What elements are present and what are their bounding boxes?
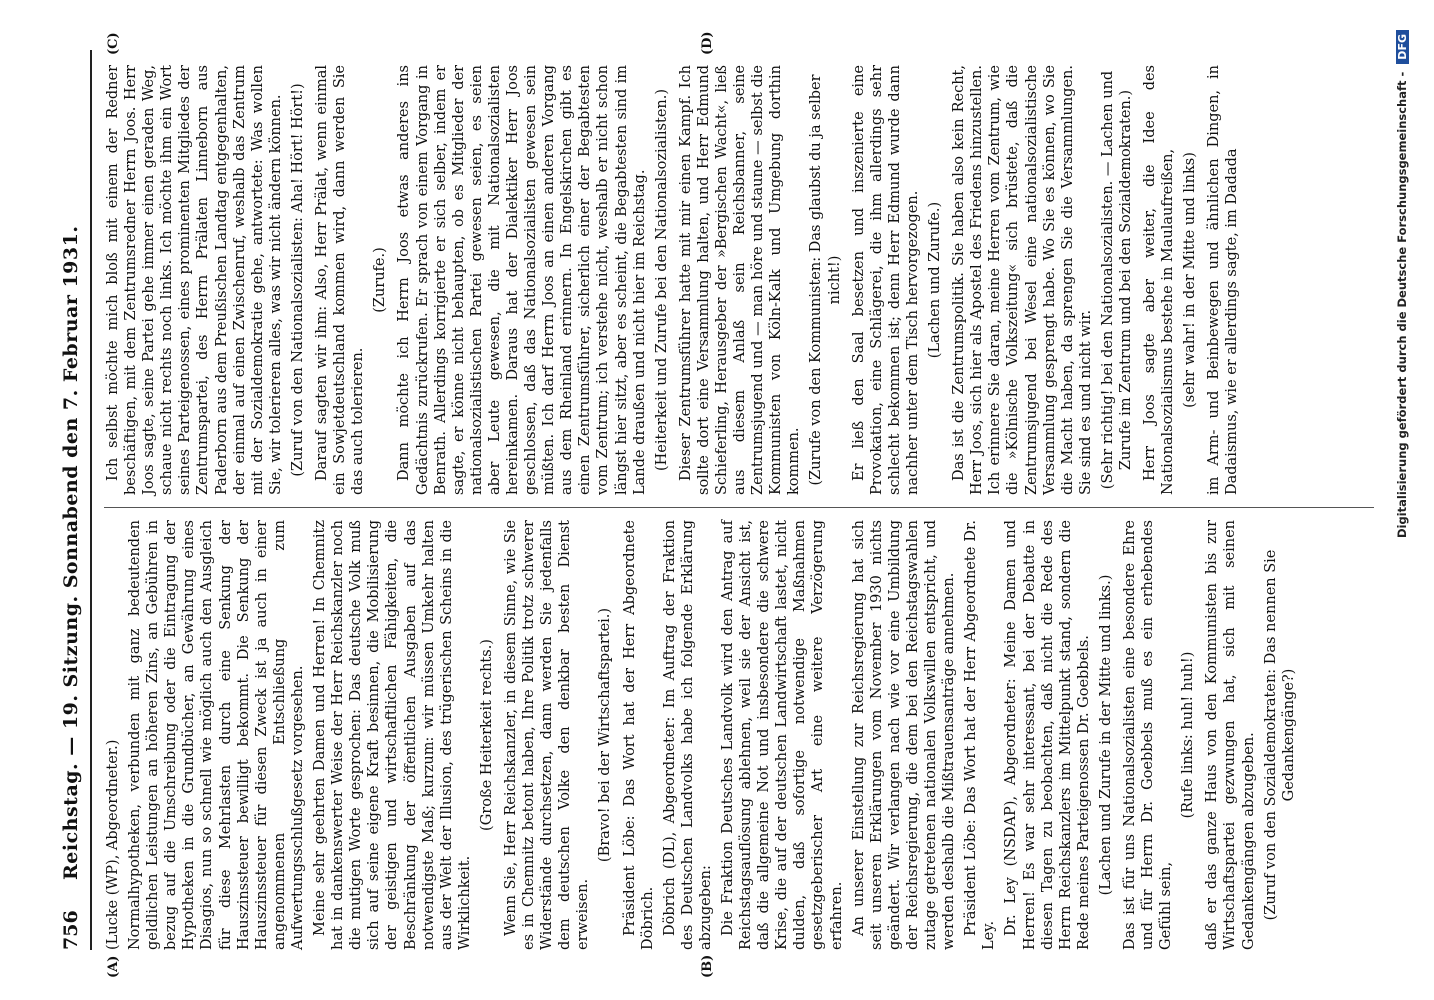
paragraph: daß er das ganze Haus von den Kommunisten bis zur Wirtschaftspartei gezwungen hat, sich mit seinen Gedankengängen abzugeben. (1204, 520, 1257, 950)
interjection: (Lachen und Zurufe in der Mitte und links.) (1097, 574, 1114, 896)
left-column (104, 520, 1304, 950)
paragraph: Dieser Zentrumsführer hatte mit mir einen Kampf. Ich sollte dort eine Versammlung halten, und Herr Edmund Schieferling, Herausgeber der »Bergischen Wacht«, ließ aus diesem Anlaß sein Reichsbanner, seine Zentrumsjugend und — man höre und staune — selbst die Kommunisten von Köln-Kalk und Umgebung dorthin kommen. (677, 65, 803, 495)
credit-text: Digitalisierung gefördert durch die Deutsche Forschungsgemeinschaft - (1395, 71, 1409, 539)
interjection: (Zuruf von den Sozialdemokraten: Das nennen Sie Gedankengänge?) (1262, 549, 1297, 921)
paragraph: (Lucke (WP), Abgeordneter.) (105, 739, 121, 950)
paragraph: Normalhypotheken, verbunden mit ganz bedeutenden geldlichen Leistungen an höheren Zins, an Gebühren in bezug auf die Umschreibung oder die Eintragung der Hypotheken in die Grundbücher, an Gewährung eines Disagios, nun so schnell wie möglich auch den Ausgleich für diese Mehrlasten durch eine Senkung der Hauszinssteuer bewilligt bekommt. Die Senkung der Hauszinssteuer für diesen Zweck ist ja auch in einer angenommenen Entschließung zum Aufwertungsschlußgesetz vorgesehen. (127, 520, 306, 950)
interjection: (Große Heiterkeit rechts.) (478, 639, 495, 831)
paragraph: Meine sehr geehrten Damen und Herren! In Chemnitz hat in dankenswerter Weise der Herr Reichskanzler noch die mutigen Worte gesprochen: Das deutsche Volk muß sich auf seine eigene Kraft besinnen, die Mobilisierung der geistigen und wirtschaftlichen Fähigkeiten, die Beschränkung der öffentlichen Ausgaben auf das notwendigste Maß; kurzum: wir müssen Umkehr halten aus der Welt der Illusion, des trügerischen Scheins in die Wirklichkeit. (312, 520, 473, 950)
interjection: (Bravo! bei der Wirtschaftspartei.) (597, 607, 614, 863)
paragraph: Ich selbst möchte mich bloß mit einem der Redner beschäftigen, mit dem Zentrumsredner Herrn Joos. Herr Joos sagte, seine Partei gehe immer einen geraden Weg, schaue nicht rechts noch links. Ich möchte ihm ein Wort seines Parteigenossen, eines prominenten Mitgliedes der Zentrumspartei, des Herrn Prälaten Linneborn aus Paderborn aus dem Preußischen Landtag entgegenhalten, der einmal auf einen Zwischenruf, weshalb das Zentrum mit der Sozialdemokratie gehe, antwortete: Was wollen Sie, wir tolerieren alles, was wir nicht ändern können. (105, 65, 284, 495)
paragraph: Darauf sagten wir ihm: Also, Herr Prälat, wenn einmal ein Sowjetdeutschland kommen wird, dann werden Sie das auch tolerieren. (314, 65, 367, 495)
paragraph: Wenn Sie, Herr Reichskanzler, in diesem Sinne, wie Sie es in Chemnitz betont haben, Ihre Politik trotz schwerer Widerstände durchsetzen, dann werden Sie jedenfalls dem deutschen Volke den denkbar besten Dienst erweisen. (502, 520, 592, 950)
paragraph: Das ist für uns Nationalsozialisten eine besondere Ehre und für Herrn Dr. Goebbels muß es ein erhebendes Gefühl sein, (1121, 520, 1175, 950)
paragraph: Die Fraktion Deutsches Landvolk wird den Antrag auf Reichstagsauflösung ablehnen, weil sie der Ansicht ist, daß die allgemeine Not und insbesondere die schwere Krise, die auf der deutschen Landwirtschaft lastet, nicht dulden, daß sofortige notwendige Maßnahmen gesetzgeberischer Art eine weitere Verzögerung erfahren. (720, 520, 845, 950)
page-title: Reichstag. — 19. Sitzung. Sonnabend den 7. Februar 1931. (60, 225, 82, 880)
header-rule (90, 50, 92, 950)
interjection: (Zurufe.) (372, 247, 389, 313)
page-number: 756 (60, 910, 82, 950)
paragraph: Präsident Löbe: Das Wort hat der Herr Abgeordnete Dr. Ley. (963, 520, 998, 950)
page-header (60, 50, 90, 950)
rotated-page-content (60, 31, 1390, 978)
interjection: (Rufe links: huh! huh!) (1180, 651, 1197, 819)
interjection: (Lachen und Zurufe.) (927, 201, 944, 359)
margin-mark-c: (C) (106, 32, 121, 55)
paragraph: Dr. Ley (NSDAP), Abgeordneter: Meine Damen und Herren! Es war sehr interessant, bei der Debatte in diesen Tagen zu beobachten, daß nicht die Rede des Herrn Reichskanzlers im Mittelpunkt stand, sondern die Rede meines Parteigenossen Dr. Goebbels. (1003, 520, 1092, 950)
interjection: (sehr wahr! in der Mitte und links) (1182, 152, 1199, 408)
paragraph: Er ließ den Saal besetzen und inszenierte eine Provokation, eine Schlägerei, die ihm allerdings sehr schlecht bekommen ist; denn Herr Edmund wurde dann nachher unter dem Tisch hervorgezogen. (850, 65, 921, 495)
column-divider (104, 507, 1374, 508)
paragraph: Döbrich (DL), Abgeordneter: Im Auftrag der Fraktion des Deutschen Landvolks habe ich folgende Erklärung abzugeben: (661, 520, 714, 950)
margin-mark-b: (B) (700, 954, 715, 978)
interjection: (Zuruf von den Nationalsozialisten: Aha! Hört! Hört!) (289, 83, 306, 477)
interjection: (Heiterkeit und Zurufe bei den Nationalsozialisten.) (653, 89, 670, 471)
paragraph: Herr Joos sagte aber weiter, die Idee des Nationalsozialismus bestehe in Maulaufreißen, (1142, 65, 1177, 495)
dfg-logo: DFG (1396, 30, 1409, 64)
paragraph: An unserer Einstellung zur Reichsregierung hat sich seit unseren Erklärungen vom November 1930 nichts geändert. Wir verlangen nach wie vor eine Umbildung der Reichsregierung, die dem bei den Reichstagswahlen zutage getretenen nationalen Volkswillen entspricht, und werden deshalb die Mißtrauensanträge annehmen. (850, 520, 958, 950)
paragraph: Präsident Löbe: Das Wort hat der Herr Abgeordnete Döbrich. (621, 520, 656, 950)
paragraph: im Arm- und Beinbewegen und ähnlichen Dingen, in Dadaismus, wie er allerdings sagte, im Dadada (1206, 65, 1241, 495)
right-column (104, 65, 1246, 495)
digitization-credit (1395, 10, 1419, 990)
interjection: (Sehr richtig! bei den Nationalsozialisten. — Lachen und Zurufe im Zentrum und bei den Sozialdemokraten.) (1099, 70, 1134, 490)
margin-mark-a: (A) (106, 955, 121, 978)
interjection: (Zurufe von den Kommunisten: Das glaubst du ja selber nicht!) (808, 74, 843, 486)
paragraph: Das ist die Zentrumspolitik. Sie haben also kein Recht, Herr Joos, sich hier als Apostel des Friedens hinzustellen. Ich erinnere Sie daran, meine Herren vom Zentrum, wie die »Kölnische Volkszeitung« sich brüstete, daß die Zentrumsjugend bei Wesel eine nationalsozialistische Versammlung gesprengt habe. Wo Sie es können, wo Sie die Macht haben, da sprengen Sie die Versammlungen. Sie sind es und nicht wir. (951, 65, 1094, 495)
paragraph: Dann möchte ich Herrn Joos etwas anderes ins Gedächtnis zurückrufen. Er sprach von einem Vorgang in Benrath. Allerdings korrigierte er sich selber, indem er sagte, er könne nicht behaupten, ob es Mitglieder der nationalsozialistischen Partei gewesen seien, es seien aber Leute gewesen, die mit Nationalsozialisten hereinkamen. Daraus hat der Dialektiker Herr Joos geschlossen, daß das Nationalsozialisten gewesen sein müßten. Ich darf Herrn Joos an einen anderen Vorgang aus dem Rheinland erinnern. In Engelskirchen gibt es einen Zentrumsführer, sicherlich einer der Begabtesten vom Zentrum; ich verstehe nicht, weshalb er nicht schon längst hier sitzt, aber es scheint, die Begabtesten sind im Lande draußen und nicht hier im Reichstag. (396, 65, 648, 495)
margin-mark-d: (D) (700, 31, 715, 55)
